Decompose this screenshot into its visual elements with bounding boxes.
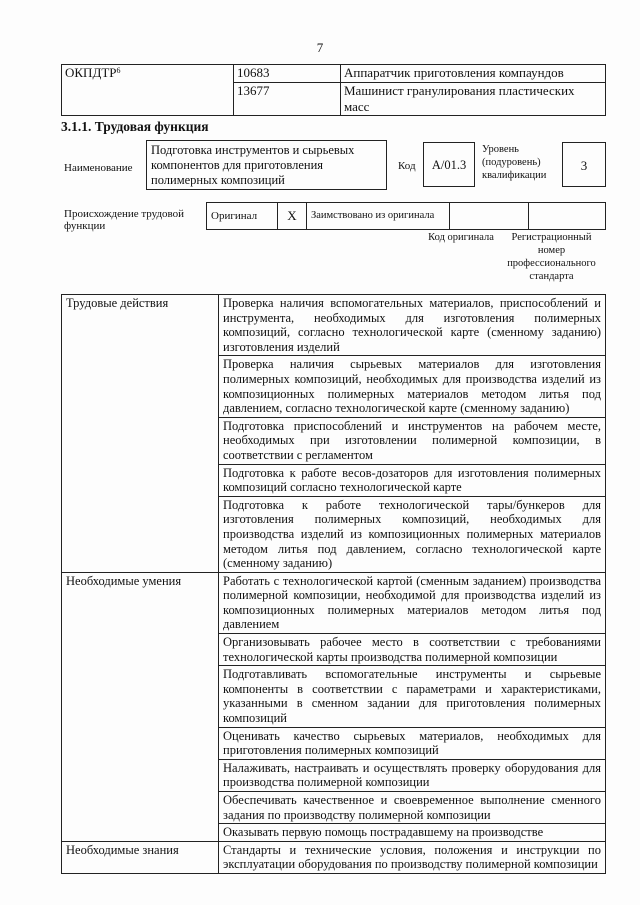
category-knowledge: Необходимые знания [62,841,219,873]
list-item: Подготовка к работе технологической тары/бункеров для изготовления полимерных композиций, необходимых для производства изделий из композиционных полимерных материалов методом литья под давлением, согласно технологической карте (сменному заданию) [219,496,606,572]
list-item: Оценивать качество сырьевых материалов, необходимых для приготовления полимерных композиций [219,727,606,759]
list-item: Подготавливать вспомогательные инструменты и сырьевые компоненты в соответствии с параметрами и характеристиками, указанными в сменном задании для приготовления полимерных композиций [219,666,606,727]
list-item: Обеспечивать качественное и своевременное выполнение сменного задания по производству полимерной композиции [219,792,606,824]
page-number: 7 [316,40,324,55]
okpdtr-name: Машинист гранулирования пластических масс [341,83,606,116]
level-box: 3 [562,142,606,187]
code-label: Код [398,160,416,172]
category-labor-actions: Трудовые действия [62,295,219,573]
list-item: Оказывать первую помощь пострадавшему на производстве [219,824,606,842]
function-code-box: А/01.3 [423,142,475,187]
borrowed-cell: Заимствовано из оригинала [307,203,450,230]
level-label: Уровень (подуровень) квалификации [482,144,547,181]
function-details-table [61,294,606,874]
code-original-label: Код оригинала [428,232,494,243]
origin-table [206,202,606,230]
list-item: Проверка наличия вспомогательных материалов, приспособлений и инструмента, необходимых для изготовления полимерных композиций, согласно технологической карте (сменному заданию) изготовления изделий [219,295,606,356]
table-row [62,841,606,873]
original-cell: Оригинал [207,203,278,230]
reg-number-label: Регистрационный номер профессионального стандарта [507,232,596,282]
okpdtr-name: Аппаратчик приготовления компаундов [341,65,606,83]
table-row [62,572,606,633]
list-item: Организовывать рабочее место в соответствии с требованиями технологической карты производства полимерной композиции [219,634,606,666]
list-item: Подготовка приспособлений и инструментов на рабочем месте, необходимых при изготовлении полимерной композиции, в соответствии с регламентом [219,417,606,464]
table-row [62,295,606,356]
footnote-mark: 6 [116,66,121,75]
list-item: Проверка наличия сырьевых материалов для изготовления полимерных композиций, необходимых для производства изделий из композиционных полимерных материалов методом литья под давлением, согласно технологической карте (сменному заданию) [219,356,606,417]
section-title: 3.1.1. Трудовая функция [61,119,209,134]
reg-number-cell [529,203,606,230]
code-original-cell [450,203,529,230]
function-name-box: Подготовка инструментов и сырьевых компонентов для приготовления полимерных композиций [146,140,387,190]
category-skills: Необходимые умения [62,572,219,841]
original-mark: X [278,203,307,230]
name-label: Наименование [64,162,133,174]
okpdtr-code: 10683 [234,65,341,83]
list-item: Стандарты и технические условия, положения и инструкции по эксплуатации оборудования по производству полимерной композиции [219,841,606,873]
okpdtr-label: ОКПДТР$^6$ [62,65,234,116]
list-item: Работать с технологической картой (сменным заданием) производства полимерной композиции, необходимой для производства изделий из композиционных полимерных материалов методом литья под давлением [219,572,606,633]
okpdtr-code: 13677 [234,83,341,116]
table-row [207,203,606,230]
okpdtr-table [61,64,606,116]
list-item: Налаживать, настраивать и осуществлять проверку оборудования для производства полимерной композиции [219,759,606,791]
origin-label: Происхождение трудовой функции [64,208,185,232]
table-row [62,65,606,83]
list-item: Подготовка к работе весов-дозаторов для изготовления полимерных композиций согласно технологической карте [219,464,606,496]
